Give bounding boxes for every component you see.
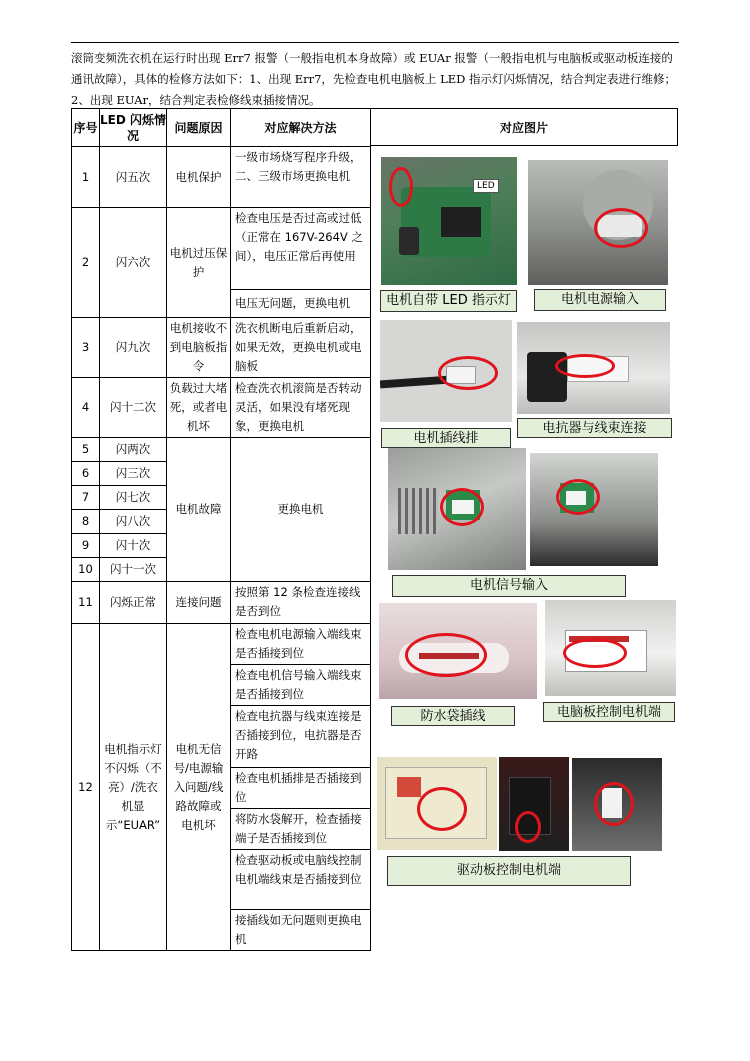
table-row	[72, 147, 371, 208]
table-row	[72, 318, 371, 378]
row-seq: 9	[72, 534, 100, 558]
row-cause: 电机保护	[167, 147, 231, 208]
row-led: 闪八次	[100, 510, 167, 534]
photo-driver-board-b	[499, 757, 569, 851]
header-led: LED 闪烁情况	[100, 109, 167, 147]
photo-power-input	[528, 160, 668, 285]
led-tag: LED	[473, 179, 499, 193]
caption-driver-motor: 驱动板控制电机端	[387, 856, 631, 886]
row-seq: 6	[72, 462, 100, 486]
caption-plug-strip: 电机插线排	[381, 428, 511, 448]
row-cause: 电机无信号/电源输入问题/线路故障或电机坏	[167, 624, 231, 951]
row-led: 闪五次	[100, 147, 167, 208]
photo-reactor	[517, 322, 670, 414]
intro-paragraph: 滚筒变频洗衣机在运行时出现 Err7 报警（一般指电机本身故障）或 EUAr 报警（一般指电机与电脑板或驱动板连接的通讯故障），具体的检修方法如下：1、出现 Err7，先检查电机电脑板上 LED 指示灯闪烁情况，结合判定表进行维修；2、出现 EUAr，结合判定表检修线束插接情况。	[71, 51, 676, 107]
table-row	[72, 378, 371, 438]
photo-driver-board-c	[572, 758, 662, 851]
row-seq: 8	[72, 510, 100, 534]
row-led: 闪十二次	[100, 378, 167, 438]
caption-power-input: 电机电源输入	[534, 289, 666, 311]
troubleshooting-table	[71, 108, 371, 951]
row-led: 闪烁正常	[100, 582, 167, 624]
row-led: 闪十一次	[100, 558, 167, 582]
row-seq: 12	[72, 624, 100, 951]
row-seq: 2	[72, 208, 100, 318]
caption-reactor: 电抗器与线束连接	[517, 418, 672, 438]
photo-signal-input-a	[388, 448, 526, 570]
row-led: 闪七次	[100, 486, 167, 510]
row-solution: 按照第 12 条检查连接线是否到位	[231, 582, 371, 624]
row-led: 闪十次	[100, 534, 167, 558]
header-seq: 序号	[72, 109, 100, 147]
table-row	[72, 624, 371, 665]
table-row	[72, 438, 371, 462]
row-solution: 将防水袋解开，检查插接端子是否插接到位	[231, 809, 371, 850]
row-solution: 检查电抗器与线束连接是否插接到位，电抗器是否开路	[231, 706, 371, 768]
row-seq: 4	[72, 378, 100, 438]
row-seq: 5	[72, 438, 100, 462]
row-solution: 洗衣机断电后重新启动，如果无效，更换电机或电脑板	[231, 318, 371, 378]
row-solution: 电压无问题，更换电机	[231, 290, 371, 318]
header-picture: 对应图片	[370, 108, 678, 146]
row-solution: 检查洗衣机滚筒是否转动灵活，如果没有堵死现象，更换电机	[231, 378, 371, 438]
row-solution: 更换电机	[231, 438, 371, 582]
caption-led-light: 电机自带 LED 指示灯	[380, 290, 517, 312]
row-cause: 电机过压保护	[167, 208, 231, 318]
row-cause: 电机故障	[167, 438, 231, 582]
row-led: 电机指示灯不闪烁（不亮）/洗衣机显示“EUAR”	[100, 624, 167, 951]
row-seq: 3	[72, 318, 100, 378]
row-seq: 7	[72, 486, 100, 510]
row-solution: 检查电机电源输入端线束是否插接到位	[231, 624, 371, 665]
top-rule	[71, 42, 679, 43]
photo-signal-input-b	[530, 453, 658, 566]
row-solution: 检查电压是否过高或过低（正常在 167V-264V 之间），电压正常后再使用	[231, 208, 371, 290]
row-solution: 一级市场烧写程序升级，二、三级市场更换电机	[231, 147, 371, 208]
row-seq: 1	[72, 147, 100, 208]
caption-signal-input: 电机信号输入	[392, 575, 626, 597]
row-seq: 10	[72, 558, 100, 582]
header-cause: 问题原因	[167, 109, 231, 147]
header-solution: 对应解决方法	[231, 109, 371, 147]
photo-led-board	[381, 157, 517, 285]
row-led: 闪六次	[100, 208, 167, 318]
row-cause: 电机接收不到电脑板指令	[167, 318, 231, 378]
row-led: 闪九次	[100, 318, 167, 378]
photo-pcb-motor	[545, 600, 676, 696]
row-solution: 检查驱动板或电脑线控制电机端线束是否插接到位	[231, 850, 371, 910]
row-solution: 接插线如无问题则更换电机	[231, 910, 371, 951]
caption-pcb-motor: 电脑板控制电机端	[543, 702, 675, 722]
row-solution: 检查电机插排是否插接到位	[231, 768, 371, 809]
photo-driver-board-a	[377, 757, 497, 850]
table-row	[72, 208, 371, 290]
table-row	[72, 582, 371, 624]
caption-waterproof: 防水袋插线	[391, 706, 515, 726]
row-solution: 检查电机信号输入端线束是否插接到位	[231, 665, 371, 706]
row-seq: 11	[72, 582, 100, 624]
photo-waterproof	[379, 603, 537, 699]
row-led: 闪三次	[100, 462, 167, 486]
row-cause: 负载过大堵死，或者电机坏	[167, 378, 231, 438]
photo-plug-strip	[380, 320, 512, 422]
row-cause: 连接问题	[167, 582, 231, 624]
row-led: 闪两次	[100, 438, 167, 462]
